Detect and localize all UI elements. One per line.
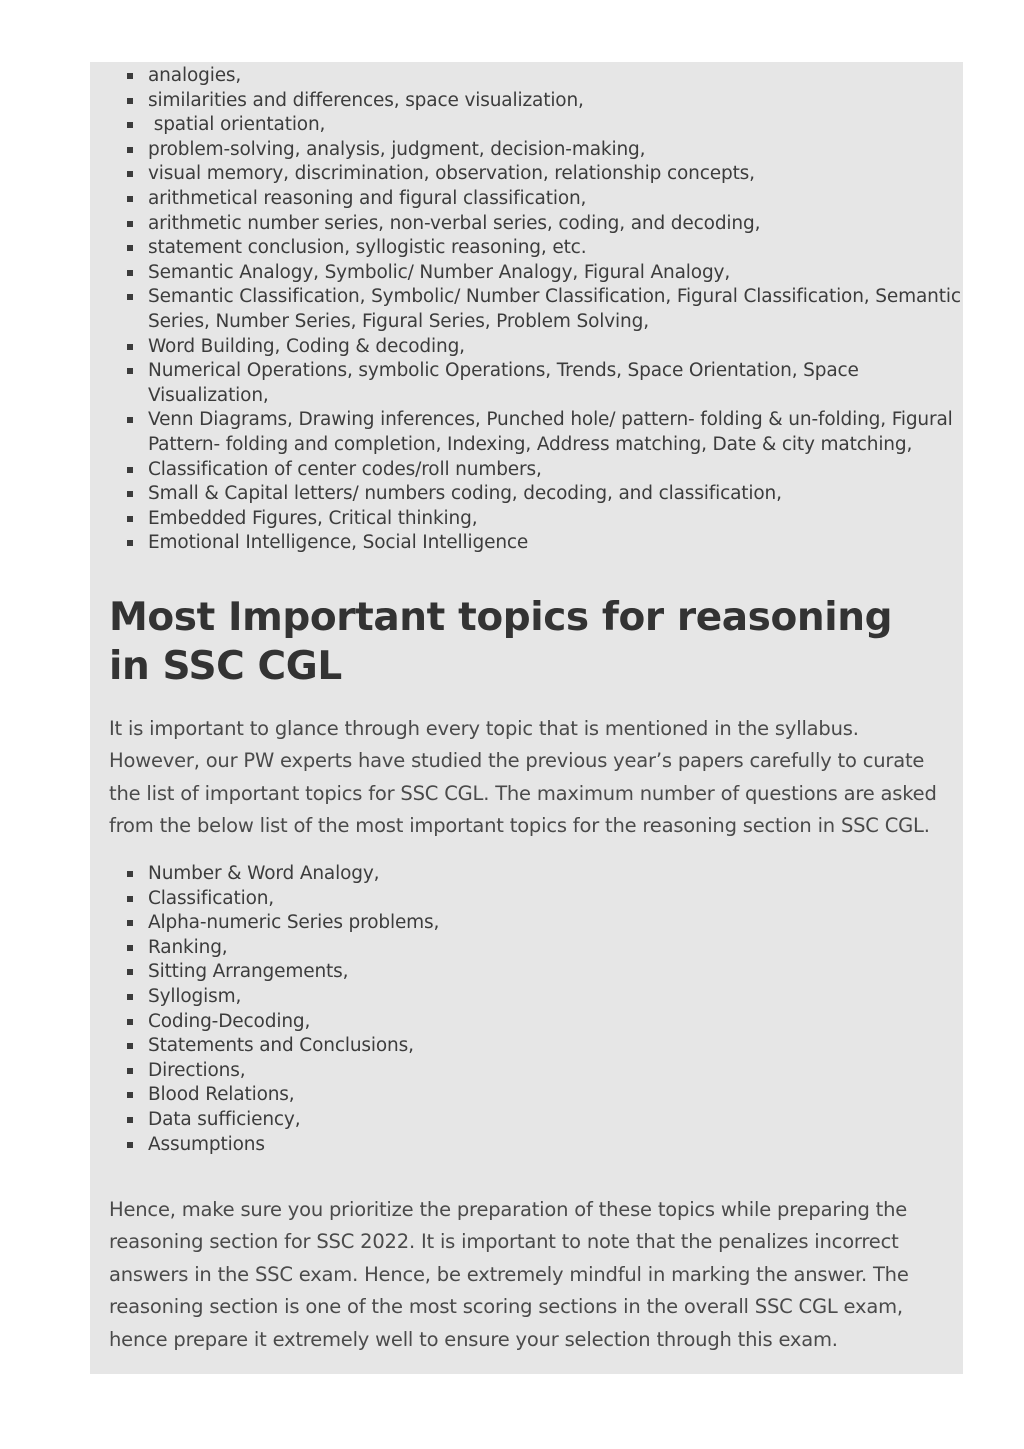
- list-item: [148, 862, 984, 887]
- square-bullet-icon: [127, 540, 133, 546]
- content-panel: [90, 62, 963, 1374]
- square-bullet-icon: [127, 270, 133, 276]
- list-item-text: Semantic Classification, Symbolic/ Number Classification, Figural Classification, Semantic Series, Number Series, Figural Series, Problem Solving,: [148, 286, 961, 332]
- list-item: [148, 887, 984, 912]
- list-item-text: problem-solving, analysis, judgment, decision-making,: [148, 138, 646, 160]
- intro-paragraph: It is important to glance through every topic that is mentioned in the syllabus. However, our PW experts have studied the previous year’s papers carefully to curate the list of important topics for SSC CGL. The maximum number of questions are asked from the below list of the most important topics for the reasoning section in SSC CGL.: [109, 717, 937, 838]
- list-item: [148, 1010, 984, 1035]
- square-bullet-icon: [127, 417, 133, 423]
- list-item: [148, 482, 984, 507]
- reasoning-syllabus-list: [109, 64, 984, 556]
- list-item-text: Alpha-numeric Series problems,: [148, 912, 440, 934]
- square-bullet-icon: [127, 516, 133, 522]
- square-bullet-icon: [127, 122, 133, 128]
- list-item-text: Directions,: [148, 1059, 246, 1081]
- list-item-text: statement conclusion, syllogistic reasoning, etc.: [148, 237, 587, 259]
- list-item-text: Semantic Analogy, Symbolic/ Number Analogy, Figural Analogy,: [148, 261, 731, 283]
- square-bullet-icon: [127, 294, 133, 300]
- list-item-text: Word Building, Coding & decoding,: [148, 335, 465, 357]
- list-item: [148, 187, 984, 212]
- square-bullet-icon: [127, 245, 133, 251]
- list-item-text: Data sufficiency,: [148, 1108, 301, 1130]
- list-item: [148, 89, 984, 114]
- square-bullet-icon: [127, 1117, 133, 1123]
- list-item: [148, 113, 984, 138]
- list-item: [148, 64, 984, 89]
- list-item: [148, 261, 984, 286]
- list-item-text: Assumptions: [148, 1133, 265, 1155]
- square-bullet-icon: [127, 368, 133, 374]
- square-bullet-icon: [127, 994, 133, 1000]
- list-item: [148, 162, 984, 187]
- list-item-text: Statements and Conclusions,: [148, 1035, 414, 1057]
- list-item: [148, 1083, 984, 1108]
- square-bullet-icon: [127, 221, 133, 227]
- square-bullet-icon: [127, 1068, 133, 1074]
- list-item-text: Classification,: [148, 887, 275, 909]
- list-item: [148, 458, 984, 483]
- square-bullet-icon: [127, 1142, 133, 1148]
- list-item: [148, 138, 984, 163]
- list-item-text: similarities and differences, space visualization,: [148, 89, 584, 111]
- list-item-text: spatial orientation,: [148, 114, 326, 136]
- square-bullet-icon: [127, 98, 133, 104]
- square-bullet-icon: [127, 196, 133, 202]
- list-item: [148, 1108, 984, 1133]
- closing-paragraph: Hence, make sure you prioritize the preparation of these topics while preparing the reasoning section for SSC 2022. It is important to note that the penalizes incorrect answers in the SSC exam. Hence, be extremely mindful in marking the answer. The reasoning section is one of the most scoring sections in the overall SSC CGL exam, hence prepare it extremely well to ensure your selection through this exam.: [109, 1198, 909, 1351]
- list-item: [148, 285, 984, 334]
- list-item-text: Sitting Arrangements,: [148, 961, 349, 983]
- square-bullet-icon: [127, 969, 133, 975]
- list-item: [148, 911, 984, 936]
- list-item: [148, 1034, 984, 1059]
- list-item: [148, 359, 984, 408]
- square-bullet-icon: [127, 896, 133, 902]
- square-bullet-icon: [127, 491, 133, 497]
- list-item: [148, 335, 984, 360]
- list-item-text: Numerical Operations, symbolic Operations, Trends, Space Orientation, Space Visualization,: [148, 360, 859, 406]
- list-item-text: Classification of center codes/roll numbers,: [148, 458, 542, 480]
- square-bullet-icon: [127, 171, 133, 177]
- list-item-text: Blood Relations,: [148, 1084, 295, 1106]
- list-item-text: arithmetic number series, non-verbal series, coding, and decoding,: [148, 212, 761, 234]
- list-item-text: Syllogism,: [148, 985, 242, 1007]
- square-bullet-icon: [127, 945, 133, 951]
- list-item: [148, 960, 984, 985]
- list-item: [148, 236, 984, 261]
- list-item-text: visual memory, discrimination, observation, relationship concepts,: [148, 163, 755, 185]
- important-topics-list: [109, 862, 984, 1157]
- list-item: [148, 507, 984, 532]
- square-bullet-icon: [127, 871, 133, 877]
- square-bullet-icon: [127, 920, 133, 926]
- square-bullet-icon: [127, 1019, 133, 1025]
- square-bullet-icon: [127, 1043, 133, 1049]
- list-item-text: Emotional Intelligence, Social Intelligence: [148, 532, 529, 554]
- list-item: [148, 408, 984, 457]
- section-heading: Most Important topics for reasoning in SSC CGL: [109, 595, 893, 689]
- list-item: [148, 1133, 984, 1158]
- square-bullet-icon: [127, 1092, 133, 1098]
- list-item-text: analogies,: [148, 65, 242, 86]
- list-item-text: Coding-Decoding,: [148, 1010, 311, 1032]
- list-item-text: Embedded Figures, Critical thinking,: [148, 507, 478, 529]
- list-item-text: arithmetical reasoning and figural classification,: [148, 187, 587, 209]
- list-item-text: Venn Diagrams, Drawing inferences, Punched hole/ pattern- folding & un-folding, Figural Pattern- folding and completion, Indexing, Address matching, Date & city matching,: [148, 409, 953, 455]
- square-bullet-icon: [127, 344, 133, 350]
- list-item-text: Ranking,: [148, 936, 228, 958]
- list-item: [148, 936, 984, 961]
- square-bullet-icon: [127, 147, 133, 153]
- list-item-text: Small & Capital letters/ numbers coding, decoding, and classification,: [148, 483, 782, 505]
- list-item-text: Number & Word Analogy,: [148, 863, 380, 884]
- list-item: [148, 212, 984, 237]
- list-item: [148, 1059, 984, 1084]
- square-bullet-icon: [127, 467, 133, 473]
- list-item: [148, 985, 984, 1010]
- list-item: [148, 531, 984, 556]
- square-bullet-icon: [127, 73, 133, 79]
